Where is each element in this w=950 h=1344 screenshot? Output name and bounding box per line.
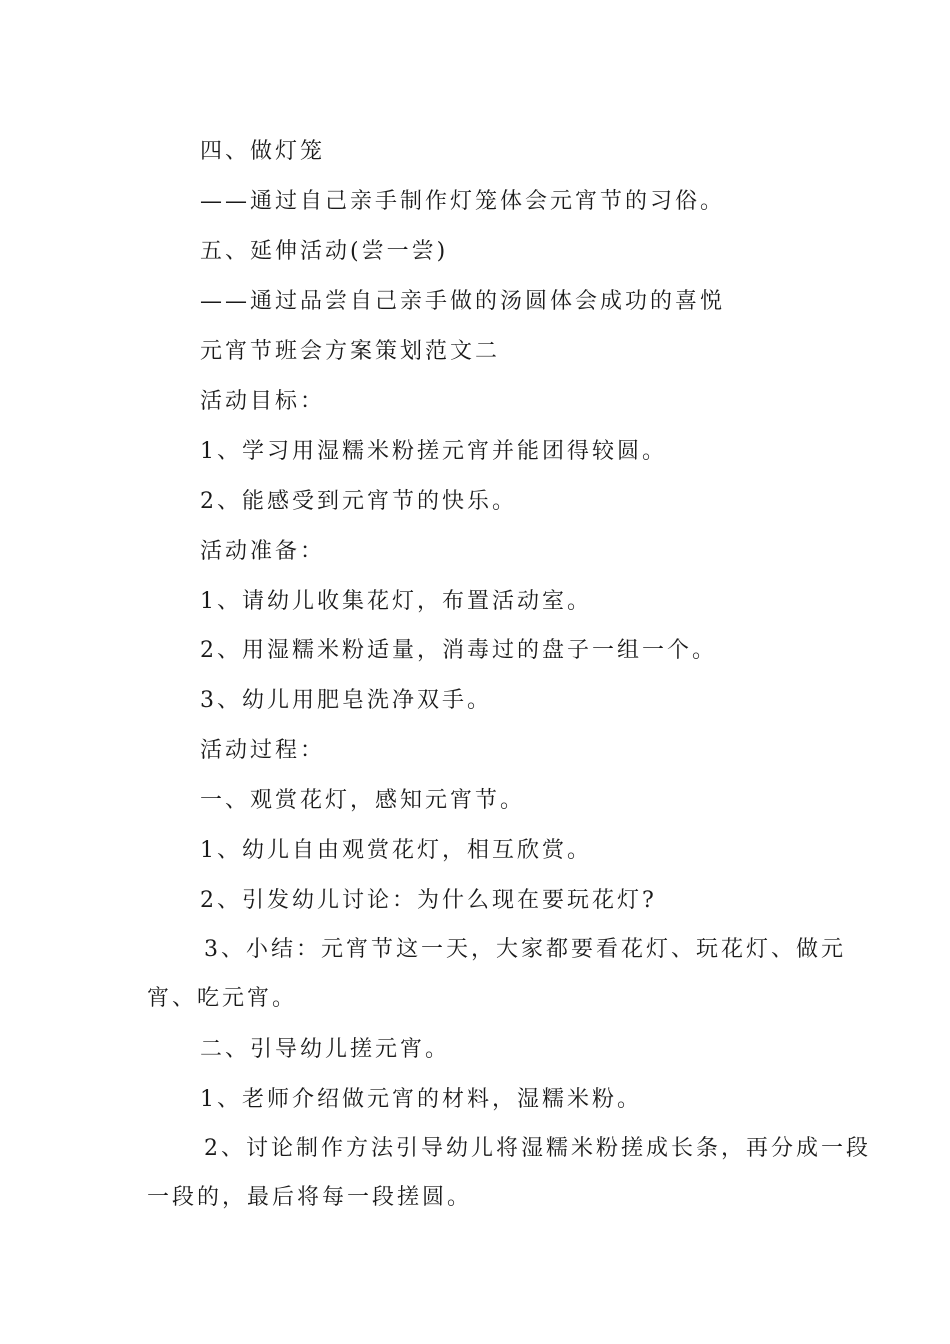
list-item-continuation: 宵、吃元宵。 xyxy=(147,986,298,1011)
text-line: ——通过品尝自己亲手做的汤圆体会成功的喜悦 xyxy=(200,289,726,314)
heading-step-two: 二、引导幼儿搓元宵。 xyxy=(200,1037,451,1062)
list-item: 3、幼儿用肥皂洗净双手。 xyxy=(200,688,492,713)
text-line: ——通过自己亲手制作灯笼体会元宵节的习俗。 xyxy=(200,189,726,214)
list-item: 1、请幼儿收集花灯，布置活动室。 xyxy=(200,589,592,614)
list-item: 2、引发幼儿讨论：为什么现在要玩花灯? xyxy=(200,888,657,913)
list-item: 3、小结：元宵节这一天，大家都要看花灯、玩花灯、做元 xyxy=(204,937,846,962)
list-item: 1、幼儿自由观赏花灯，相互欣赏。 xyxy=(200,838,592,863)
subheading-process: 活动过程： xyxy=(200,738,326,763)
list-item: 1、学习用湿糯米粉搓元宵并能团得较圆。 xyxy=(200,439,667,464)
heading-step-five: 五、延伸活动(尝一尝) xyxy=(200,239,449,264)
list-item: 1、老师介绍做元宵的材料，湿糯米粉。 xyxy=(200,1087,642,1112)
list-item: 2、讨论制作方法引导幼儿将湿糯米粉搓成长条，再分成一段 xyxy=(204,1136,871,1161)
heading-step-one: 一、观赏花灯，感知元宵节。 xyxy=(200,788,526,813)
heading-step-four: 四、做灯笼 xyxy=(200,139,326,164)
section-title: 元宵节班会方案策划范文二 xyxy=(200,339,501,364)
subheading-goals: 活动目标： xyxy=(200,389,326,414)
list-item: 2、用湿糯米粉适量，消毒过的盘子一组一个。 xyxy=(200,638,717,663)
list-item: 2、能感受到元宵节的快乐。 xyxy=(200,489,517,514)
subheading-preparation: 活动准备： xyxy=(200,539,326,564)
list-item-continuation: 一段的，最后将每一段搓圆。 xyxy=(147,1185,473,1210)
